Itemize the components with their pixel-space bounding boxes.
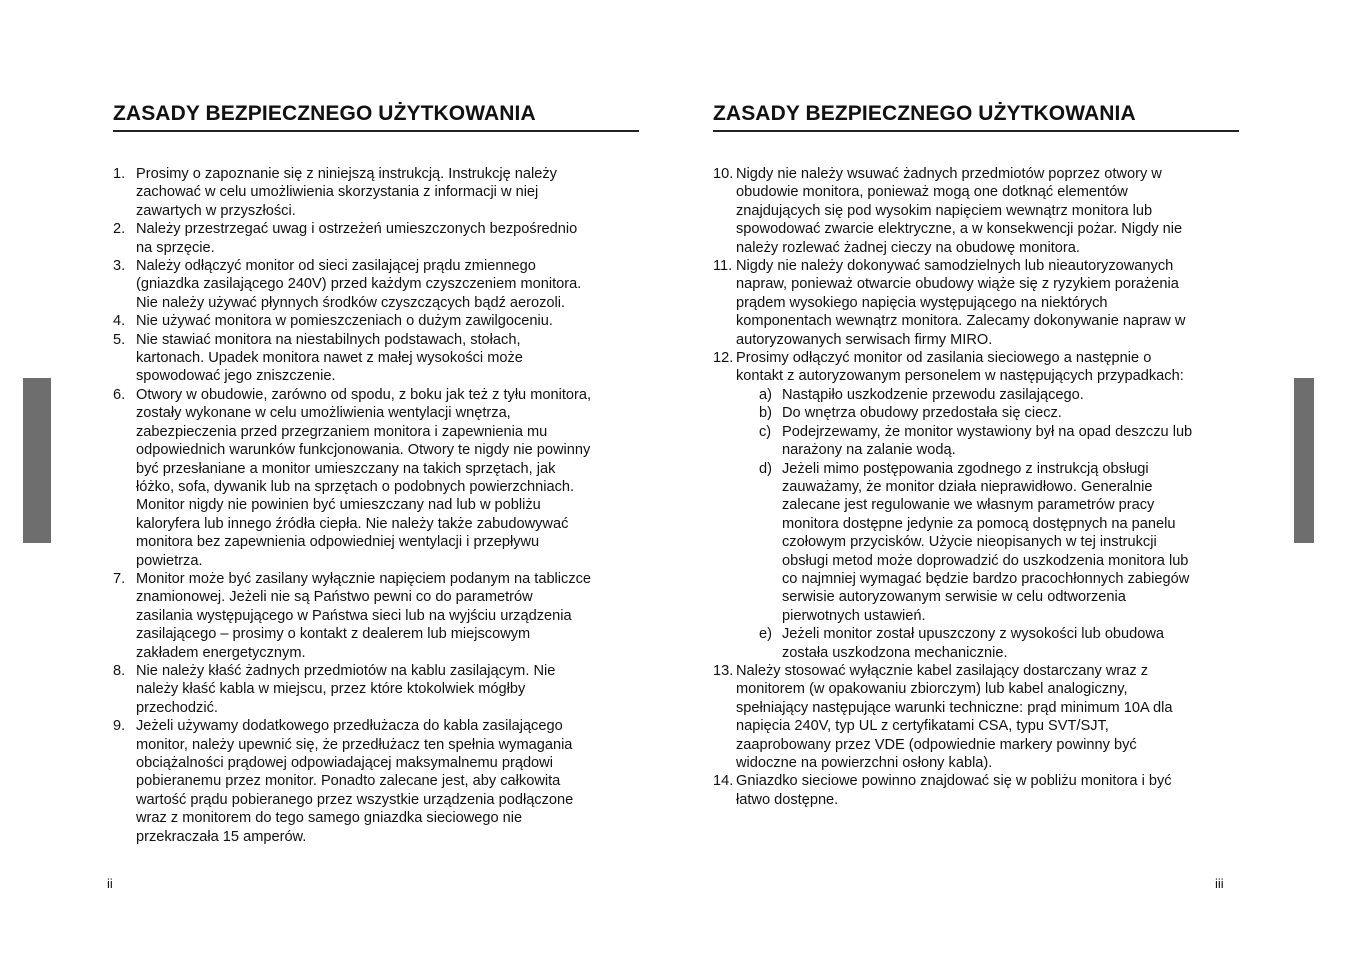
sub-item-letter: a) [759, 386, 772, 403]
left-page [0, 0, 675, 954]
item-text [136, 571, 591, 661]
sub-item-text [782, 461, 1189, 624]
text-line: Należy stosować wyłącznie kabel zasilający dostarczany wraz z [736, 662, 1149, 679]
text-line: zawartych w przyszłości. [136, 202, 296, 219]
text-line: monitor, należy upewnić się, że przedłużacz ten spełnia wymagania [136, 736, 573, 753]
list-item [713, 349, 1243, 662]
text-line: należy kłaść kabla w miejscu, przez które ktokolwiek mógłby [136, 681, 526, 698]
sub-list-item [759, 460, 1243, 626]
text-line: spowodować jego zniszczenie. [136, 368, 336, 385]
safety-rules-list [113, 165, 643, 846]
text-line: Nigdy nie należy dokonywać samodzielnych lub nieautoryzowanych [736, 258, 1174, 275]
list-item [113, 331, 643, 386]
item-text [136, 387, 591, 569]
text-line: widoczne na powierzchni osłony kabla). [736, 755, 993, 771]
list-item [713, 165, 1243, 257]
text-line: Jeżeli mimo postępowania zgodnego z instrukcją obsługi [782, 460, 1149, 477]
text-line: obsługi metod może doprowadzić do uszkodzenia monitora lub [782, 552, 1189, 569]
text-line: kartonach. Upadek monitora nawet z małej wysokości może [136, 350, 523, 367]
sub-item-letter: d) [759, 460, 772, 477]
text-line: Nie stawiać monitora na niestabilnych podstawach, stołach, [136, 331, 521, 348]
sub-item-text [782, 405, 1062, 421]
list-item [113, 662, 643, 717]
list-item [113, 570, 643, 662]
text-line: przekraczała 15 amperów. [136, 828, 307, 845]
sub-list-item [759, 625, 1243, 662]
text-line: Należy odłączyć monitor od sieci zasilającej prądu zmiennego [136, 258, 536, 275]
sub-list [736, 386, 1243, 662]
item-number: 7. [113, 570, 126, 587]
text-line: Prosimy o zapoznanie się z niniejszą instrukcją. Instrukcję należy [136, 166, 557, 182]
text-line: przechodzić. [136, 699, 218, 716]
text-line: powietrza. [136, 552, 203, 569]
item-number: 10. [713, 166, 734, 182]
text-line: zasilania występującego w Państwa sieci lub na wyjściu urządzenia [136, 607, 572, 624]
text-line: łatwo dostępne. [736, 791, 839, 808]
list-item [713, 257, 1243, 349]
sub-list-item [759, 404, 1243, 422]
sub-item-text [782, 424, 1192, 458]
sub-item-text [782, 626, 1164, 660]
text-line: pobieranemu przez monitor. Ponadto zalecane jest, aby całkowita [136, 773, 561, 790]
text-line: obciążalności prądowej odpowiadającej maksymalnemu prądowi [136, 755, 553, 771]
item-text [136, 221, 577, 255]
list-item [113, 257, 643, 312]
sub-item-letter: e) [759, 626, 772, 643]
text-line: Otwory w obudowie, zarówno od spodu, z boku jak też z tyłu monitora, [136, 386, 592, 403]
page-number: iii [1215, 876, 1224, 891]
item-text [736, 166, 1182, 256]
text-line: obudowie monitora, ponieważ mogą one dotknąć elementów [736, 184, 1128, 201]
text-line: czołowym przycisków. Użycie nieopisanych w tej instrukcji [782, 534, 1157, 551]
text-line: narażony na zalanie wodą. [782, 442, 956, 459]
sub-item-letter: b) [759, 405, 772, 422]
text-line: monitora bez zapewnienia odpowiedniej wentylacji i przepływu [136, 534, 540, 551]
text-line: Nigdy nie należy wsuwać żadnych przedmiotów poprzez otwory w [736, 166, 1162, 182]
text-line: Prosimy odłączyć monitor od zasilania sieciowego a następnie o [736, 350, 1152, 367]
text-line: prądem wysokiego napięcia występującego na niektórych [736, 294, 1108, 311]
safety-rules-list [713, 165, 1243, 809]
item-text [736, 258, 1185, 348]
text-line: należy rozlewać żadnej cieczy na obudowę monitora. [736, 239, 1080, 256]
text-line: spowodować zwarcie elektryczne, a w konsekwencji pożar. Nigdy nie [736, 221, 1183, 238]
text-line: łóżko, sofa, dywanik lub na sprzętach o podobnych powierzchniach. [136, 478, 575, 495]
item-text [136, 663, 555, 716]
item-text [136, 258, 581, 311]
text-line: spełniający następujące warunki techniczne: prąd minimum 10A dla [736, 699, 1173, 716]
text-line: (gniazdka zasilającego 240V) przed każdym czyszczeniem monitora. [136, 276, 582, 293]
text-line: wartość prądu pobieranego przez wszystkie urządzenia podłączone [136, 791, 574, 808]
page-number: ii [107, 876, 113, 891]
text-line: kaloryfera lub innego źródła ciepła. Nie należy także zabudowywać [136, 515, 569, 532]
item-text [136, 718, 573, 844]
text-line: zostały wykonane w celu umożliwienia wentylacji wnętrza, [136, 405, 511, 422]
text-line: serwisie autoryzowanym serwisie w celu odtworzenia [782, 589, 1126, 606]
text-line: komponentach wewnątrz monitora. Zalecamy dokonywanie napraw w [736, 313, 1186, 330]
item-number: 13. [713, 662, 734, 679]
item-number: 6. [113, 386, 126, 403]
text-line: monitorem (w opakowaniu zbiorczym) lub kabel analogiczny, [736, 681, 1128, 698]
text-line: być przesłaniane a monitor umieszczany na takich sprzętach, jak [136, 460, 556, 477]
text-line: zabezpieczenia przed przegrzaniem monitora i zapewnienia mu [136, 423, 548, 440]
item-number: 8. [113, 662, 126, 679]
page-heading: ZASADY BEZPIECZNEGO UŻYTKOWANIA [113, 102, 536, 125]
text-line: zasilającego – prosimy o kontakt z dealerem lub miejscowym [136, 626, 531, 643]
item-number: 5. [113, 331, 126, 348]
item-text [736, 663, 1172, 771]
item-number: 2. [113, 221, 126, 238]
text-line: Monitor nigdy nie powinien być umieszczany nad lub w pobliżu [136, 497, 541, 514]
list-item [113, 220, 643, 257]
item-number: 9. [113, 718, 126, 735]
text-line: zakładem energetycznym. [136, 644, 306, 661]
text-line: zalecane jest regulowanie we własnym parametrów pracy [782, 497, 1155, 514]
text-line: Jeżeli monitor został upuszczony z wysokości lub obudowa [782, 626, 1165, 643]
item-text [736, 350, 1184, 384]
text-line: Nastąpiło uszkodzenie przewodu zasilającego. [782, 386, 1084, 403]
item-text [136, 313, 553, 329]
text-line: znajdujących się pod wysokim napięciem wewnątrz monitora lub [736, 202, 1153, 219]
side-tab [23, 378, 51, 543]
sub-list-item [759, 386, 1243, 404]
text-line: zachować w celu umożliwienia skorzystania z informacji w niej [136, 184, 539, 201]
side-tab [1294, 378, 1314, 543]
list-item [113, 717, 643, 846]
heading-underline [113, 130, 639, 132]
item-number: 4. [113, 313, 126, 330]
item-text [136, 332, 523, 385]
text-line: pierwotnych ustawień. [782, 607, 926, 624]
page-heading: ZASADY BEZPIECZNEGO UŻYTKOWANIA [713, 102, 1136, 125]
item-number: 11. [713, 258, 733, 275]
text-line: autoryzowanych serwisach firmy MIRO. [736, 331, 993, 348]
text-line: monitora dostępne jedynie za pomocą dostępnych na panelu [782, 515, 1176, 532]
text-line: Nie używać monitora w pomieszczeniach o dużym zawilgoceniu. [136, 313, 553, 330]
text-line: odpowiednich warunków funkcjonowania. Otwory te nigdy nie powinny [136, 442, 591, 459]
text-line: Gniazdko sieciowe powinno znajdować się w pobliżu monitora i być [736, 773, 1172, 790]
item-number: 14. [713, 773, 734, 790]
text-line: została uszkodzona mechanicznie. [782, 644, 1008, 661]
text-line: kontakt z autoryzowanym personelem w następujących przypadkach: [736, 368, 1184, 385]
item-text [136, 166, 557, 219]
item-number: 1. [113, 166, 126, 182]
text-line: napraw, ponieważ otwarcie obudowy wiąże się z ryzykiem porażenia [736, 276, 1179, 293]
right-page [676, 0, 1351, 954]
item-number: 12. [713, 350, 734, 367]
text-line: napięcia 240V, typ UL z certyfikatami CSA, typu SVT/SJT, [736, 718, 1109, 735]
sub-item-letter: c) [759, 423, 772, 440]
sub-list-item [759, 423, 1243, 460]
text-line: zaaprobowany przez VDE (odpowiednie markery powinny być [736, 736, 1137, 753]
text-line: znamionowej. Jeżeli nie są Państwo pewni co do parametrów [136, 589, 533, 606]
list-item [713, 662, 1243, 772]
text-line: Jeżeli używamy dodatkowego przedłużacza do kabla zasilającego [136, 718, 563, 735]
text-line: Nie należy używać płynnych środków czyszczących bądź aerozoli. [136, 294, 566, 311]
text-line: Do wnętrza obudowy przedostała się ciecz. [782, 405, 1062, 422]
text-line: co najmniej wymagać będzie bardzo pracochłonnych zabiegów [782, 570, 1190, 587]
text-line: wraz z monitorem do tego samego gniazdka sieciowego nie [136, 810, 523, 827]
item-text [736, 773, 1172, 807]
text-line: Należy przestrzegać uwag i ostrzeżeń umieszczonych bezpośrednio [136, 221, 578, 238]
heading-underline [713, 130, 1239, 132]
text-line: Podejrzewamy, że monitor wystawiony był na opad deszczu lub [782, 423, 1193, 440]
text-line: zauważamy, że monitor działa nieprawidłowo. Generalnie [782, 478, 1153, 495]
text-line: na sprzęcie. [136, 239, 215, 256]
list-item [713, 772, 1243, 809]
sub-item-text [782, 387, 1084, 403]
list-item [113, 312, 643, 330]
text-line: Nie należy kłaść żadnych przedmiotów na kablu zasilającym. Nie [136, 662, 556, 679]
item-number: 3. [113, 258, 126, 275]
list-item [113, 386, 643, 570]
list-item [113, 165, 643, 220]
text-line: Monitor może być zasilany wyłącznie napięciem podanym na tabliczce [136, 570, 592, 587]
